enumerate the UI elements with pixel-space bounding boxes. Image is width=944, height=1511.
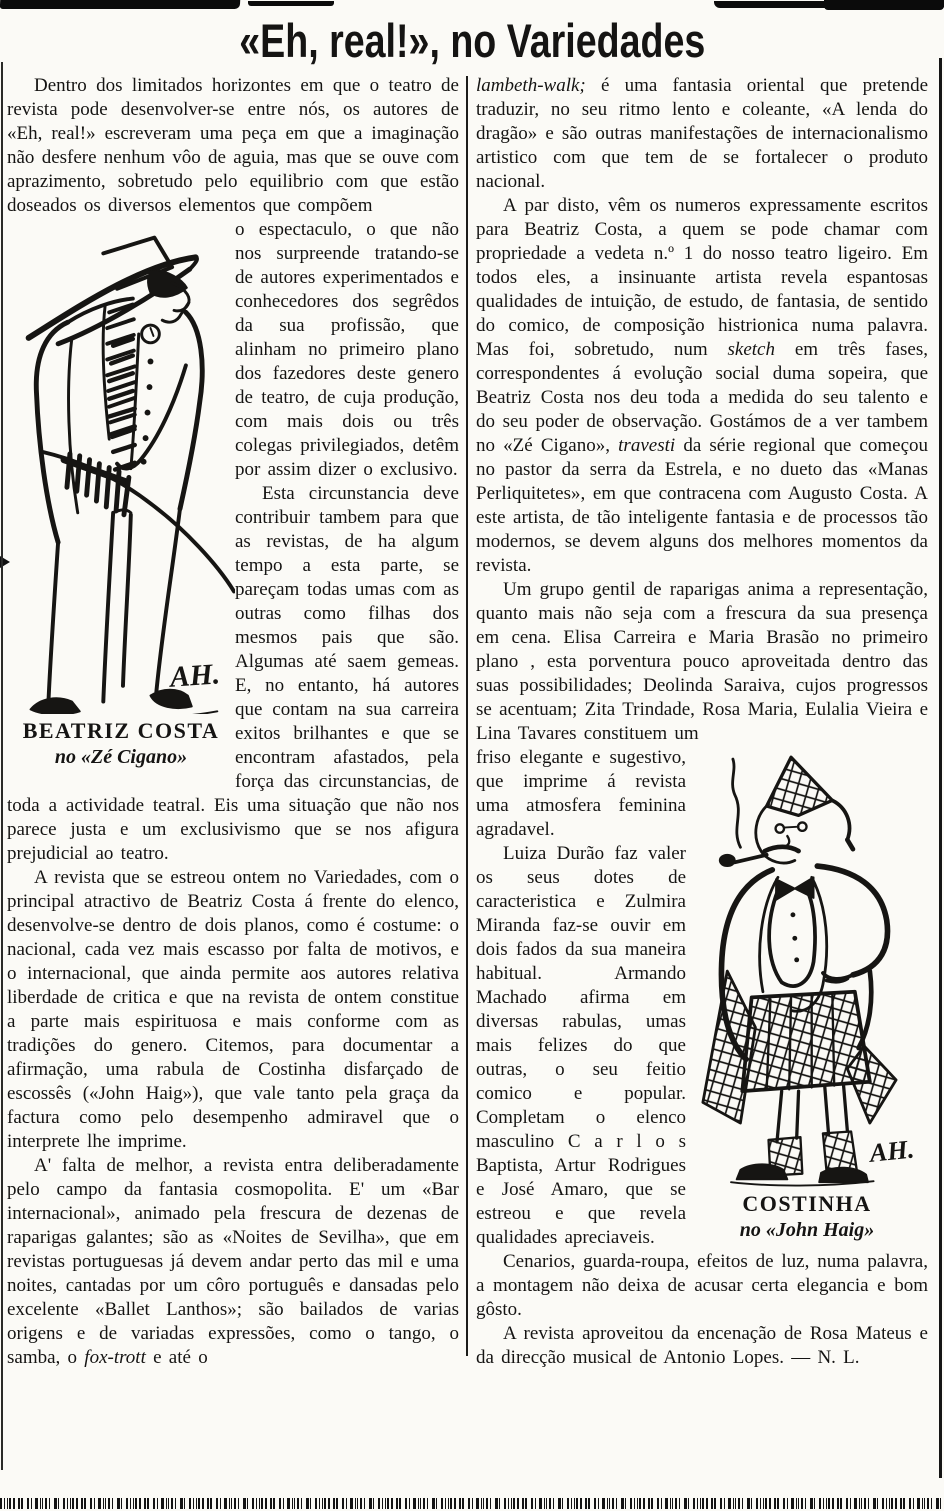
- article-paragraph: [7, 74, 459, 218]
- text-run: friso elegante e sugestivo, que imprime á revista uma atmosfera feminina agradavel.: [476, 747, 686, 840]
- article-paragraph: [7, 1154, 459, 1370]
- italic-text-run: travesti: [618, 435, 676, 456]
- article-paragraph: [476, 194, 928, 578]
- column-divider-rule: [466, 76, 468, 1356]
- italic-text-run: fox-trott: [84, 1347, 146, 1368]
- article-columns: [0, 74, 944, 1370]
- article-paragraph: [476, 1322, 928, 1370]
- article-paragraph: [476, 1250, 928, 1322]
- beatriz-caption-role: no «Zé Cigano»: [54, 746, 188, 769]
- text-run: Esta circunstancia deve contribuir tambem para que as revistas, de ha algum tempo a esta parte, se pareçam todas umas com as outras como filhas dos mesmos pais que são. Algumas até saem gemeas. E, no entanto, há autores que contam na sua carreira exitos brilhantes e que se encontram afastados, pela força das circunstancias, de toda a actividade teatral. Eis uma situação que não nos parece justa e um exclusivismo que se nos afigura prejudicial ao teatro.: [7, 483, 459, 864]
- costinha-figure: [686, 746, 928, 1243]
- beatriz-costa-figure: [7, 218, 235, 770]
- text-run: da série regional que começou no pastor da serra da Estrela, e no dueto das «Manas Perliquitetes», em que contracena com Augusto Costa. A este artista, de tão inteligente fantasia e de processos tão modernos, se devem alguns dos melhores momentos da revista.: [476, 435, 928, 576]
- text-run: A revista aproveitou da encenação de Rosa Mateus e da direcção musical de Antonio Lopes. — N. L.: [476, 1323, 928, 1368]
- article-title: [0, 16, 944, 66]
- costinha-illustration: [686, 746, 928, 1187]
- costinha-caption-name: COSTINHA: [742, 1190, 872, 1216]
- text-run: em três fases, correspondentes á evolução social duma sopeira, que Beatriz Costa nos deu toda a medida do seu talento e do seu poder de observação. Gostámos de a ver tambem no «Zé Cigano»,: [476, 339, 928, 456]
- text-run: Um grupo gentil de raparigas anima a representação, quanto mais não seja com a frescura da sua presença em cena. Elisa Carreira e Maria Brasão no primeiro plano , esta porventura pouco aproveitada dentro das suas possibilidades; Deolinda Saraiva, cujos progressos se acentuam; Zita Trindade, Rosa Maria, Eulalia Vieira e Lina Tavares constituem um: [476, 579, 928, 744]
- article-paragraph: [476, 578, 928, 746]
- text-run: A revista que se estreou ontem no Variedades, com o principal atractivo de Beatriz Costa á frente do elenco, desenvolve-se dentro de dois planos, como é costume: o nacional, cada vez mais escasso por falta de motivos, e o internacional, que ainda permite aos autores relativa liberdade de critica e que na revista de ontem constitue a parte mais espirituosa e mais conforme com as tradições do genero. Citemos, para documentar a afirmação, uma rabula de Costinha disfarçado de escossês («John Haig»), que vale tanto pela graça da factura como pelo desempenho admiravel que o interprete lhe imprime.: [7, 867, 459, 1152]
- text-run: Cenarios, guarda-roupa, efeitos de luz, numa palavra, a montagem não deixa de acusar certa elegancia e bom gôsto.: [476, 1251, 928, 1320]
- text-run: A par disto, vêm os numeros expressamente escritos para Beatriz Costa, a quem se pode chamar com propriedade a vedeta n.º 1 do nosso teatro ligeiro. Em todos eles, a insinuante artista revela espantosas qualidades de intuição, de estudo, de fantasia, de sentido do comico, de composição histrionica numa palavra. Mas foi, sobretudo, num: [476, 195, 928, 360]
- text-run: A' falta de melhor, a revista entra deliberadamente pelo campo da fantasia cosmopolita. E' um «Bar internacional», animado pela frescura de dezenas de raparigas galantes; são as «Noites de Sevilha», que em revistas portuguesas já devem andar perto das mil e uma noites, cantadas por um côro português e dansadas pelo excelente «Ballet Lanthos»; são bailados de varias origens e de variadas expressões, como o tango, o samba, o: [7, 1155, 459, 1368]
- text-run: Dentro dos limitados horizontes em que o teatro de revista pode desenvolver-se entre nós, os autores de «Eh, real!» escreveram uma peça em que a imaginação não desfere nenhum vôo de aguia, mas que se ouve com aprazimento, sobretudo pelo equilibrio com que estão doseados os diversos elementos que compõem: [7, 75, 459, 216]
- italic-text-run: sketch: [727, 339, 775, 360]
- beatriz-caption-name: BEATRIZ COSTA: [22, 718, 220, 744]
- beatriz-costa-illustration: [7, 218, 235, 714]
- scan-artifact-top-left-tail: [248, 1, 334, 6]
- scan-artifact-bottom-strip: [0, 1498, 944, 1509]
- italic-text-run: lambeth-walk;: [476, 75, 586, 96]
- right-column: [476, 74, 928, 1370]
- scan-artifact-top-left: [0, 0, 240, 9]
- text-run: Luiza Durão faz valer os seus dotes de caracteristica e Zulmira Miranda faz-se ouvir em dois fados da sua maneira habitual. Armando Machado afirma em diversas rabulas, umas mais felizes do que outras, o seu feitio comico e popular. Completam o elenco masculino C a r l o s Baptista, Artur Rodrigues e José Amaro, que se estreou e que revela qualidades apreciaveis.: [476, 843, 686, 1248]
- scan-artifact-top-right-dark: [824, 0, 944, 10]
- left-edge-rule: [1, 62, 3, 1470]
- costinha-caption: [686, 1191, 928, 1243]
- right-edge-rule: [939, 58, 942, 1478]
- artist-signature: AH.: [868, 1134, 916, 1168]
- text-run: e até o: [145, 1347, 208, 1368]
- costinha-caption-role: no «John Haig»: [739, 1218, 875, 1241]
- article-paragraph: [476, 74, 928, 194]
- text-run: o espectaculo, o que não nos surpreende tratando-se de autores experimentados e conhecedores dos segrêdos da sua profissão, que alinham no primeiro plano dos fazedores deste genero de teatro, de cuja produção, com mais dois ou três colegas privilegiados, detêm por assim dizer o exclusivo.: [235, 219, 459, 480]
- article-paragraph: [7, 866, 459, 1154]
- article-title-text: «Eh, real!», no Variedades: [238, 14, 706, 67]
- left-column: [7, 74, 459, 1370]
- beatriz-costa-caption: [7, 718, 235, 770]
- text-run: é uma fantasia oriental que pretende traduzir, no seu ritmo lento e coleante, «A lenda do dragão» e são outras manifestações de internacionalismo artistico com que tem de se fortalecer o produto nacional.: [476, 75, 928, 192]
- artist-signature: AH.: [168, 658, 222, 694]
